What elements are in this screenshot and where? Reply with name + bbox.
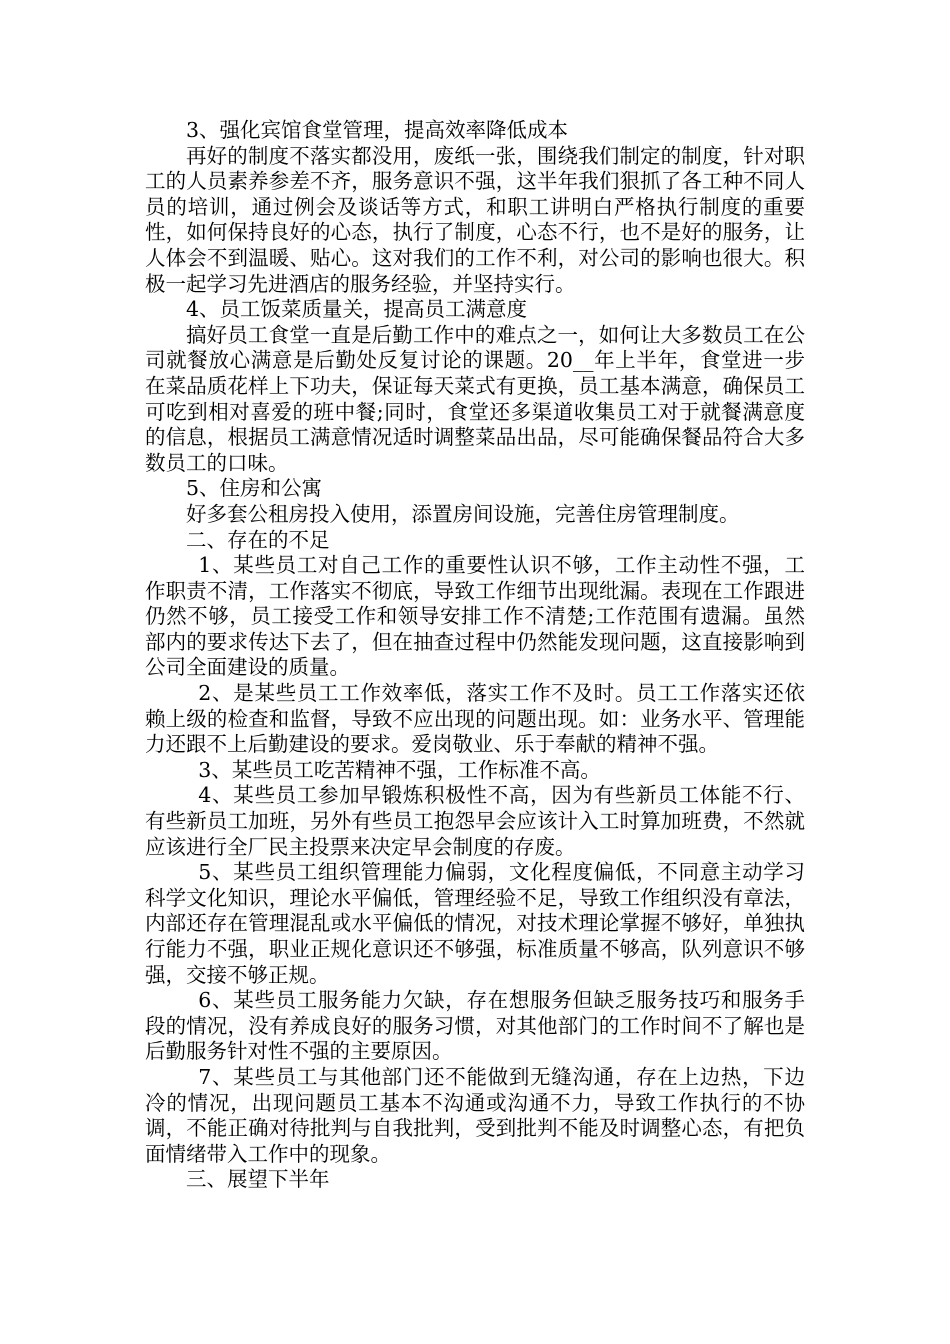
document-body: [145, 118, 805, 1193]
paragraph-housing: 好多套公租房投入使用，添置房间设施，完善住房管理制度。: [186, 501, 740, 526]
shortcoming-item-7: 7、某些员工与其他部门还不能做到无缝沟通，存在上边热，下边冷的情况，出现问题员工基本不沟通或沟通不力，导致工作执行的不协调，不能正确对待批判与自我批判，受到批判不能及时调整心态，有把负面情绪带入工作中的现象。: [145, 1064, 805, 1166]
shortcoming-item-2: 2、是某些员工工作效率低，落实工作不及时。员工工作落实还依赖上级的检查和监督，导致不应出现的问题出现。如：业务水平、管理能力还跟不上后勤建设的要求。爱岗敬业、乐于奉献的精神不强。: [145, 681, 805, 757]
section-heading-outlook: 三、展望下半年: [186, 1167, 330, 1192]
shortcoming-item-1: 1、某些员工对自己工作的重要性认识不够，工作主动性不强，工作职责不清，工作落实不彻底，导致工作细节出现纰漏。表现在工作跟进仍然不够，员工接受工作和领导安排工作不清楚;工作范围有遗漏。虽然部内的要求传达下去了，但在抽查过程中仍然能发现问题，这直接影响到公司全面建设的质量。: [145, 553, 805, 680]
section-heading-meal-quality: 4、员工饭菜质量关，提高员工满意度: [186, 297, 528, 322]
section-heading-canteen-management: 3、强化宾馆食堂管理，提高效率降低成本: [186, 118, 569, 142]
shortcoming-item-6: 6、某些员工服务能力欠缺，存在想服务但缺乏服务技巧和服务手段的情况，没有养成良好的服务习惯，对其他部门的工作时间不了解也是后勤服务针对性不强的主要原因。: [145, 988, 805, 1064]
section-heading-shortcomings: 二、存在的不足: [186, 527, 330, 552]
shortcoming-item-3: 3、某些员工吃苦精神不强，工作标准不高。: [198, 757, 601, 782]
shortcoming-item-4: 4、某些员工参加早锻炼积极性不高，因为有些新员工体能不行、有些新员工加班，另外有些员工抱怨早会应该计入工时算加班费，不然就应该进行全厂民主投票来决定早会制度的存废。: [145, 783, 805, 859]
shortcoming-item-5: 5、某些员工组织管理能力偏弱，文化程度偏低，不同意主动学习科学文化知识，理论水平偏低，管理经验不足，导致工作组织没有章法，内部还存在管理混乱或水平偏低的情况，对技术理论掌握不够好，单独执行能力不强，职业正规化意识还不够强，标准质量不够高，队列意识不够强，交接不够正规。: [145, 860, 805, 987]
section-heading-housing: 5、住房和公寓: [186, 476, 323, 501]
paragraph-system-implementation: 再好的制度不落实都没用，废纸一张，围绕我们制定的制度，针对职工的人员素养参差不齐，服务意识不强，这半年我们狠抓了各工种不同人员的培训，通过例会及谈话等方式，和职工讲明白严格执行制度的重要性，如何保持良好的心态，执行了制度，心态不行，也不是好的服务，让人体会不到温暖、贴心。这对我们的工作不利，对公司的影响也很大。积极一起学习先进酒店的服务经验，并坚持实行。: [145, 143, 805, 296]
paragraph-staff-canteen: 搞好员工食堂一直是后勤工作中的难点之一，如何让大多数员工在公司就餐放心满意是后勤处反复讨论的课题。20__年上半年，食堂进一步在菜品质花样上下功夫，保证每天菜式有更换，员工基本满意，确保员工可吃到相对喜爱的班中餐;同时，食堂还多渠道收集员工对于就餐满意度的信息，根据员工满意情况适时调整菜品出品，尽可能确保餐品符合大多数员工的口味。: [145, 322, 805, 475]
